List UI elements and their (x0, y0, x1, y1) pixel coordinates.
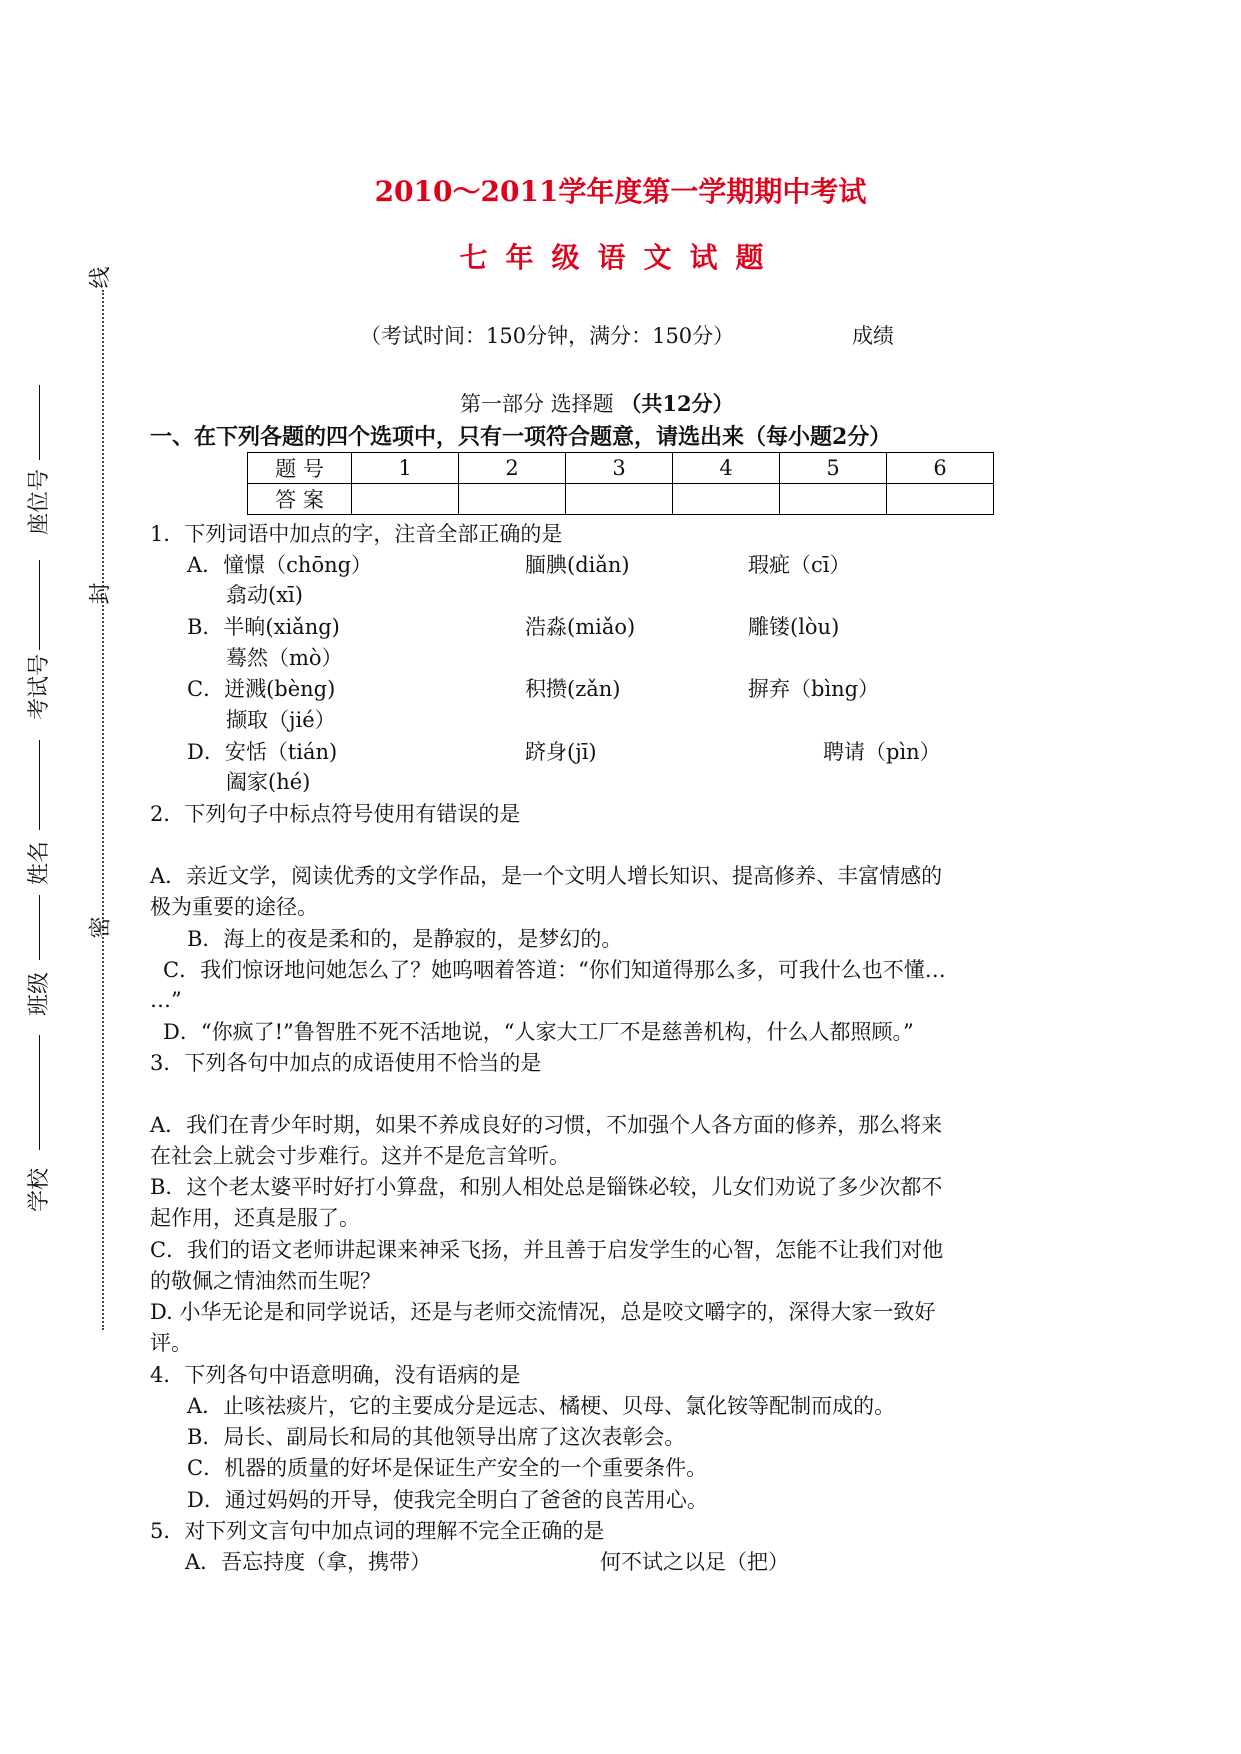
q1-option-a: 腼腆(diǎn) (525, 553, 630, 577)
q3-option-a: 在社会上就会寸步难行。这并不是危言耸听。 (150, 1144, 570, 1168)
q2-stem: 2．下列句子中标点符号使用有错误的是 (150, 802, 521, 826)
part1-points: （共12分） (620, 391, 734, 416)
exam-subtitle: 七年级语文试题 (459, 241, 782, 274)
q1-stem: 1．下列词语中加点的字，注音全部正确的是 (150, 522, 563, 546)
table-row (248, 453, 994, 484)
name-label: 姓名 (27, 840, 52, 885)
seat-no-label: 座位号 (27, 468, 52, 535)
binding-mark-mi: 密 (88, 916, 114, 939)
seat-no-field[interactable] (39, 385, 40, 460)
exam-info: （考试时间：150分钟，满分：150分） (360, 324, 735, 348)
question-number: 5 (780, 453, 887, 484)
q1-option-d: 聘请（pìn） (823, 740, 941, 764)
q1-option-c: 摒弃（bìng） (748, 677, 880, 701)
q3-option-a: A．我们在青少年时期，如果不养成良好的习惯，不加强个人各方面的修养，那么将来 (150, 1113, 943, 1137)
school-field[interactable] (39, 1035, 40, 1150)
q2-option-c: …” (150, 988, 182, 1012)
q5-option-a: 何不试之以足（把） (600, 1550, 789, 1574)
q4-stem: 4．下列各句中语意明确，没有语病的是 (150, 1363, 521, 1387)
question-number: 1 (352, 453, 459, 484)
exam-no-field[interactable] (39, 560, 40, 650)
q5-option-a: A．吾忘持度（拿，携带） (185, 1550, 432, 1574)
table-row (248, 484, 994, 515)
q3-option-c: C．我们的语文老师讲起课来神采飞扬，并且善于启发学生的心智，怎能不让我们对他 (150, 1238, 944, 1262)
row-label-answer: 答 案 (248, 484, 352, 515)
answer-cell[interactable] (352, 484, 459, 515)
score-label: 成绩 (852, 324, 894, 348)
q3-option-b: 起作用，还真是服了。 (150, 1206, 360, 1230)
section-title: 一、在下列各题的四个选项中，只有一项符合题意，请选出来（每小题2分） (150, 424, 892, 450)
q1-option-d: 阖家(hé) (226, 770, 311, 794)
binding-mark-xian: 线 (88, 266, 114, 289)
q2-option-d: D．“你疯了!”鲁智胜不死不活地说，“人家大工厂不是慈善机构，什么人都照顾。” (163, 1020, 914, 1044)
q2-option-a: 极为重要的途径。 (150, 895, 318, 919)
q1-option-c: 撷取（jié） (226, 708, 336, 732)
exam-no-label: 考试号 (27, 653, 52, 720)
answer-cell[interactable] (673, 484, 780, 515)
school-label: 学校 (27, 1167, 52, 1212)
q1-option-b: 浩淼(miǎo) (525, 615, 636, 639)
q2-option-a: A．亲近文学，阅读优秀的文学作品，是一个文明人增长知识、提高修养、丰富情感的 (150, 864, 943, 888)
q4-option-a: A．止咳祛痰片，它的主要成分是远志、橘梗、贝母、氯化铵等配制而成的。 (187, 1394, 896, 1418)
q2-option-b: B．海上的夜是柔和的，是静寂的，是梦幻的。 (187, 927, 623, 951)
q5-stem: 5．对下列文言句中加点词的理解不完全正确的是 (150, 1519, 605, 1543)
question-number: 3 (566, 453, 673, 484)
q3-option-c: 的敬佩之情油然而生呢？ (150, 1269, 381, 1293)
q4-option-b: B．局长、副局长和局的其他领导出席了这次表彰会。 (187, 1425, 686, 1449)
binding-mark-feng: 封 (88, 582, 114, 605)
question-number: 6 (887, 453, 994, 484)
answer-cell[interactable] (459, 484, 566, 515)
q1-option-b: B．半晌(xiǎng) (187, 615, 340, 639)
part1-heading (460, 388, 734, 418)
exam-title: 2010～2011学年度第一学期期中考试 (374, 175, 867, 208)
answer-table (247, 452, 994, 515)
answer-cell[interactable] (566, 484, 673, 515)
q1-option-a: 翕动(xī) (226, 583, 303, 607)
q1-option-d: 跻身(jī) (525, 740, 597, 764)
q3-option-d: 评。 (150, 1331, 192, 1355)
q1-option-d: D．安恬（tián) (187, 740, 338, 764)
q1-option-b: 雕镂(lòu) (748, 615, 840, 639)
question-number: 2 (459, 453, 566, 484)
q1-option-c: 积攒(zǎn) (525, 677, 621, 701)
q3-stem: 3．下列各句中加点的成语使用不恰当的是 (150, 1051, 542, 1075)
q3-option-d: D. 小华无论是和同学说话，还是与老师交流情况，总是咬文嚼字的，深得大家一致好 (150, 1300, 936, 1324)
answer-cell[interactable] (887, 484, 994, 515)
q1-option-b: 蓦然（mò） (226, 646, 343, 670)
name-field[interactable] (39, 740, 40, 830)
question-number: 4 (673, 453, 780, 484)
class-label: 班级 (27, 971, 52, 1016)
q2-option-c: C．我们惊讶地问她怎么了？她呜咽着答道：“你们知道得那么多，可我什么也不懂… (163, 958, 946, 982)
part1-heading-text: 第一部分 选择题 (460, 392, 614, 416)
class-field[interactable] (39, 895, 40, 960)
answer-cell[interactable] (780, 484, 887, 515)
row-label-question: 题 号 (248, 453, 352, 484)
binding-dotted-line (102, 290, 104, 1330)
q4-option-c: C．机器的质量的好坏是保证生产安全的一个重要条件。 (187, 1456, 708, 1480)
q1-option-c: C．迸溅(bèng) (187, 677, 336, 701)
q1-option-a: A．憧憬（chōng） (187, 553, 373, 577)
q4-option-d: D．通过妈妈的开导，使我完全明白了爸爸的良苦用心。 (187, 1488, 708, 1512)
q1-option-a: 瑕疵（cī） (748, 553, 851, 577)
q3-option-b: B．这个老太婆平时好打小算盘，和别人相处总是锱铢必较，儿女们劝说了多少次都不 (150, 1175, 943, 1199)
